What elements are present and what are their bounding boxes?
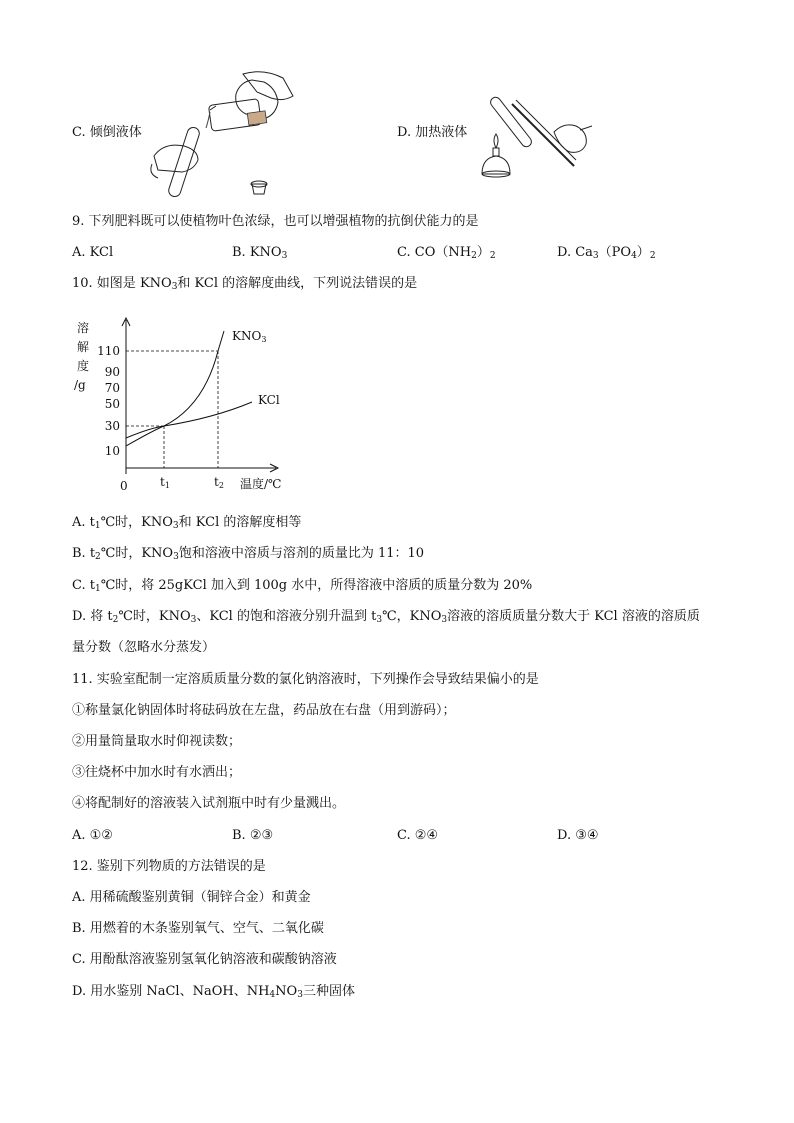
series-kcl-label: KCl — [258, 393, 280, 407]
y-tick-label: 90 — [104, 365, 120, 379]
q9-option-b: B. $KNO_3$ — [232, 245, 288, 261]
origin-label: 0 — [120, 479, 128, 493]
pouring-liquid-illustration — [148, 66, 298, 202]
q10-option-d-continued: 量分数（忽略水分蒸发） — [72, 640, 216, 655]
y-tick-label: 70 — [104, 381, 120, 395]
y-axis-label-char: 度 — [77, 359, 90, 373]
q11-stem: 11. 实验室配制一定溶质质量分数的氯化钠溶液时，下列操作会导致结果偏小的是 — [72, 672, 539, 687]
q12-stem: 12. 鉴别下列物质的方法错误的是 — [72, 859, 266, 874]
q12-option-b: B. 用燃着的木条鉴别氧气、空气、二氧化碳 — [72, 921, 324, 936]
series-kno3-line — [126, 331, 224, 446]
q11-option-a: A. ①② — [72, 828, 113, 843]
q9-stem: 9. 下列肥料既可以使植物叶色浓绿，也可以增强植物的抗倒伏能力的是 — [72, 214, 479, 229]
q9-option-c: C. $CO(NH_2)_2$ — [397, 245, 496, 261]
x-axis-label: 温度/℃ — [240, 477, 282, 491]
q10-option-a: A. $t_1℃$时，$KNO_3$和 KCl 的溶解度相等 — [72, 515, 302, 531]
y-tick-label: 110 — [97, 344, 120, 358]
q12-option-a: A. 用稀硫酸鉴别黄铜（铜锌合金）和黄金 — [72, 890, 311, 905]
q11-option-d: D. ③④ — [557, 828, 599, 843]
y-tick-label: 50 — [104, 397, 120, 411]
y-axis-label-char: 溶 — [77, 321, 90, 335]
q10-option-b: B. $t_2℃$时，$KNO_3$饱和溶液中溶质与溶剂的质量比为 11：10 — [72, 546, 425, 562]
q12-option-d: D. 用水鉴别 NaCl、NaOH、$NH_4NO_3$三种固体 — [72, 984, 355, 1000]
q10-option-c: C. $t_1℃$时，将 25gKCl 加入到 100g 水中，所得溶液中溶质的质量分数为 20% — [72, 578, 533, 594]
q12-option-c: C. 用酚酞溶液鉴别氢氧化钠溶液和碳酸钠溶液 — [72, 952, 337, 967]
y-axis-label-char: /g — [74, 378, 86, 392]
q10-option-d: D. 将 $t_2℃$时，$KNO_3$、KCl 的饱和溶液分别升温到 $t_3℃$，$KNO_3$溶液的溶质质量分数大于 KCl 溶液的溶质质 — [72, 609, 700, 625]
q9-option-a: A. KCl — [72, 245, 114, 260]
y-axis-label-char: 解 — [77, 340, 90, 354]
q11-item-4: ④将配制好的溶液装入试剂瓶中时有少量溅出。 — [72, 796, 346, 811]
heating-liquid-illustration — [476, 86, 596, 186]
q11-option-c: C. ②④ — [397, 828, 439, 843]
q11-item-2: ②用量筒量取水时仰视读数； — [72, 734, 242, 749]
q11-item-1: ①称量氯化钠固体时将砝码放在左盘，药品放在右盘（用到游码）； — [72, 703, 456, 718]
series-kno3-label: KNO3 — [232, 329, 267, 344]
y-tick-label: 30 — [104, 419, 120, 433]
x-tick-label: t2 — [214, 475, 224, 490]
y-tick-label: 10 — [104, 444, 120, 458]
q11-option-b: B. ②③ — [232, 828, 274, 843]
q8-option-c: C. 倾倒液体 — [72, 125, 142, 140]
solubility-chart — [68, 314, 298, 498]
q11-item-3: ③往烧杯中加水时有水洒出； — [72, 765, 242, 780]
q8-option-d: D. 加热液体 — [397, 125, 468, 140]
q10-stem: 10. 如图是 $KNO_3$和 KCl 的溶解度曲线，下列说法错误的是 — [72, 276, 418, 292]
x-tick-label: t1 — [160, 475, 170, 490]
q9-option-d: D. $Ca_3(PO_4)_2$ — [557, 245, 656, 261]
